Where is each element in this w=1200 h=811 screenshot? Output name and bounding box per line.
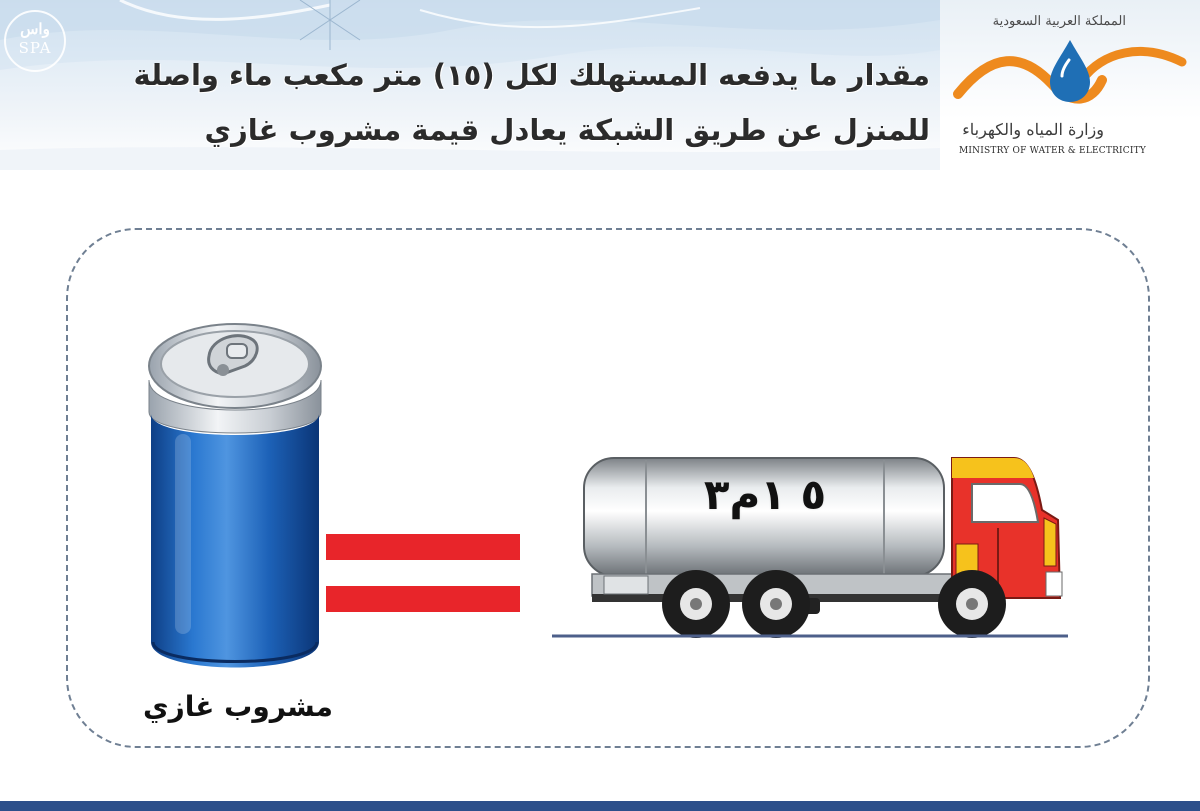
header-banner	[0, 0, 1200, 170]
spa-watermark-latin: SPA	[18, 39, 52, 57]
page-title	[130, 48, 930, 158]
ministry-name-english: MINISTRY OF WATER & ELECTRICITY	[959, 146, 1146, 156]
equals-sign-icon	[326, 534, 522, 614]
middle-wheel	[742, 570, 810, 638]
spa-watermark-arabic: واس	[20, 20, 50, 38]
spa-watermark	[4, 10, 66, 72]
water-drop-wave-logo-icon	[952, 32, 1188, 122]
ministry-name-arabic: وزارة المياه والكهرباء	[962, 120, 1104, 139]
soda-can-label: مشروب غازي	[143, 690, 333, 723]
ministry-logo	[940, 0, 1200, 170]
soda-can-icon	[135, 316, 335, 688]
title-line-2: للمنزل عن طريق الشبكة يعادل قيمة مشروب غازي	[204, 113, 930, 147]
front-wheel	[938, 570, 1006, 638]
rear-wheel	[662, 570, 730, 638]
tank-volume-label: ٥ ١م٣	[703, 470, 827, 519]
title-line-1: مقدار ما يدفعه المستهلك لكل (١٥) متر مكعب ماء واصلة	[133, 58, 930, 92]
bottom-bar	[0, 801, 1200, 811]
kingdom-text: المملكة العربية السعودية	[992, 14, 1126, 29]
